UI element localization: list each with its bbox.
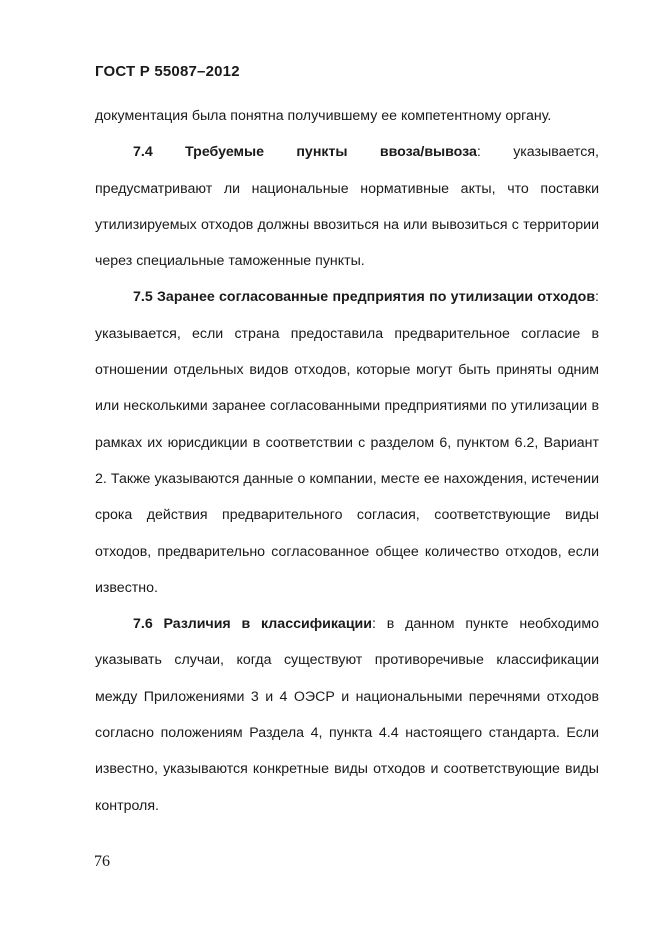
paragraph-7-6 (95, 606, 599, 824)
section-heading-7-5: 7.5 Заранее согласованные предприятия по утилизации отходов (133, 289, 596, 306)
paragraph-7-5 (95, 279, 599, 606)
paragraph-text: документация была понятна получившему ее компетентному органу. (95, 108, 552, 124)
paragraph-text: : указывается, если страна предоставила предварительное согласие в отношении отдельных видов отходов, которые могут быть приняты одним или несколькими заранее согласованными предприятиями по утилизации в рамках их юрисдикции в соответствии с разделом 6, пунктом 6.2, Вариант 2. Также указываются данные о компании, месте ее нахождения, истечении срока действия предварительного согласия, соответствующие виды отходов, предварительно согласованное общее количество отходов, если известно. (95, 289, 599, 596)
document-header: ГОСТ Р 55087–2012 (95, 63, 240, 80)
section-heading-7-6: 7.6 Различия в классификации (133, 616, 372, 633)
paragraph-text: : указывается, предусматривают ли национальные нормативные акты, что поставки утилизируемых отходов должны ввозиться на или вывозиться с территории через специальные таможенные пункты. (95, 144, 599, 270)
document-body (95, 98, 599, 824)
paragraph-continuation (95, 98, 599, 134)
paragraph-text: : в данном пункте необходимо указывать случаи, когда существуют противоречивые классификации между Приложениями 3 и 4 ОЭСР и национальными перечнями отходов согласно положениям Раздела 4, пункта 4.4 настоящего стандарта. Если известно, указываются конкретные виды отходов и соответствующие виды контроля. (95, 616, 599, 814)
page-number: 76 (94, 853, 110, 870)
paragraph-7-4 (95, 134, 599, 279)
section-heading-7-4: 7.4 Требуемые пункты ввоза/вывоза (133, 144, 477, 161)
